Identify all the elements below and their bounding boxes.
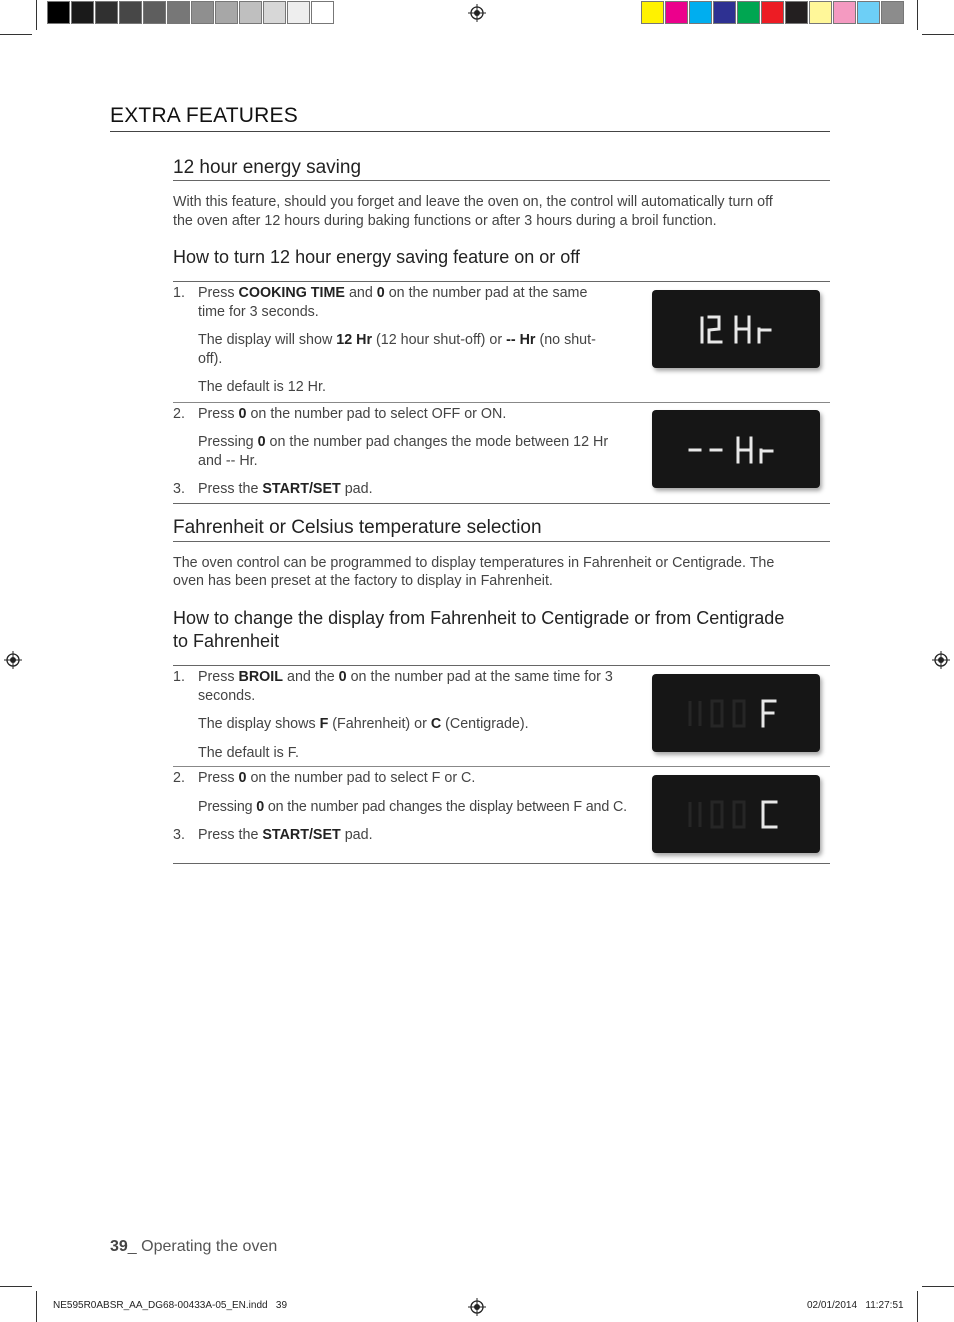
file-slug: NE595R0ABSR_AA_DG68-00433A-05_EN.indd 39 [53, 1300, 288, 1311]
crop-mark [917, 1291, 918, 1322]
chapter-label: _ Operating the oven [127, 1238, 278, 1255]
energy-intro-line: the oven after 12 hours during baking functions or after 3 hours during a broil function. [173, 213, 717, 229]
table-rule [173, 281, 830, 282]
step-text: (12 hour shut-off) or [372, 332, 507, 348]
oven-display-fahrenheit [652, 674, 820, 752]
color-swatch [713, 1, 736, 24]
step-text: Press [198, 406, 239, 422]
start-set-key-label: START/SET [262, 481, 341, 497]
color-swatch [239, 1, 262, 24]
heading-line: How to change the display from Fahrenheit to Centigrade or from Centigrade [173, 608, 785, 628]
color-swatch [143, 1, 166, 24]
step-text: and -- Hr. [198, 453, 258, 469]
color-swatch [833, 1, 856, 24]
temp-howto-heading [173, 607, 784, 653]
color-swatch [881, 1, 904, 24]
temp-heading-rule [173, 541, 830, 542]
display-value-label: -- Hr [506, 332, 536, 348]
crop-mark [922, 34, 954, 35]
zero-key-label: 0 [256, 799, 265, 815]
step-number: 1. [173, 669, 185, 685]
table-rule [173, 863, 830, 864]
step-text: The display will show [198, 332, 337, 348]
energy-intro-line: With this feature, should you forget and leave the oven on, the control will automatically turn off [173, 194, 773, 210]
cooking-time-key-label: COOKING TIME [238, 285, 345, 301]
registration-mark-icon [4, 651, 22, 669]
temperature-unit-heading: Fahrenheit or Celsius temperature selection [173, 517, 542, 538]
color-swatch [119, 1, 142, 24]
seven-segment-readout [652, 410, 820, 488]
oven-display-12hr [652, 290, 820, 368]
step-text: (Fahrenheit) or [328, 716, 431, 732]
color-swatch [191, 1, 214, 24]
crop-mark [36, 0, 37, 30]
color-swatch [95, 1, 118, 24]
step-text: on the number pad at the same time for 3 [346, 669, 613, 685]
temp-intro-line: oven has been preset at the factory to display in Fahrenheit. [173, 573, 553, 589]
color-swatch [665, 1, 688, 24]
page-number: 39 [110, 1238, 128, 1255]
table-rule [173, 503, 830, 504]
step-text: on the number pad changes the mode between 12 Hr [265, 434, 609, 450]
step-text: on the number pad changes the display between F and C. [264, 799, 627, 815]
step-text: on the number pad to select OFF or ON. [246, 406, 507, 422]
table-rule [173, 766, 830, 767]
step-text: seconds. [198, 688, 256, 704]
table-rule [173, 665, 830, 666]
energy-heading-rule [173, 180, 830, 181]
step-text: on the number pad to select F or C. [246, 770, 476, 786]
crop-mark [922, 1286, 954, 1287]
color-swatch [689, 1, 712, 24]
step-text: and [344, 285, 377, 301]
heading-line: to Fahrenheit [173, 631, 280, 651]
color-swatch [785, 1, 808, 24]
step-text: (Centigrade). [441, 716, 529, 732]
color-swatch [857, 1, 880, 24]
color-swatch [311, 1, 334, 24]
zero-key-label: 0 [257, 434, 266, 450]
crop-mark [0, 34, 32, 35]
color-swatch [215, 1, 238, 24]
step-text: Press [198, 285, 239, 301]
process-color-bar [641, 1, 905, 24]
step-text: pad. [340, 481, 373, 497]
color-swatch [47, 1, 70, 24]
color-swatch [809, 1, 832, 24]
color-swatch [167, 1, 190, 24]
color-swatch [71, 1, 94, 24]
step-text: pad. [340, 827, 373, 843]
seven-segment-readout [652, 290, 820, 368]
registration-mark-icon [468, 1298, 486, 1316]
zero-key-label: 0 [338, 669, 347, 685]
step-number: 3. [173, 481, 185, 497]
seven-segment-readout [652, 775, 820, 853]
table-rule [173, 402, 830, 403]
default-note: The default is F. [198, 745, 299, 761]
default-note: The default is 12 Hr. [198, 379, 326, 395]
crop-mark [36, 1291, 37, 1322]
step-text: Pressing [198, 434, 258, 450]
step-text: Pressing [198, 799, 257, 815]
section-title-rule [110, 131, 830, 132]
step-text: off). [198, 351, 223, 367]
step-number: 2. [173, 406, 185, 422]
color-swatch [761, 1, 784, 24]
display-value-label: C [430, 716, 442, 732]
oven-display-no-shutoff [652, 410, 820, 488]
registration-mark-icon [932, 651, 950, 669]
color-swatch [287, 1, 310, 24]
step-text: (no shut- [535, 332, 596, 348]
grayscale-color-bar [47, 1, 335, 24]
step-text: Press [198, 770, 239, 786]
step-text: The display shows [198, 716, 320, 732]
zero-key-label: 0 [238, 406, 247, 422]
step-text: Press the [198, 827, 263, 843]
page-footer [110, 1238, 277, 1256]
step-text: Press the [198, 481, 263, 497]
display-value-label: 12 Hr [336, 332, 373, 348]
color-swatch [641, 1, 664, 24]
start-set-key-label: START/SET [262, 827, 341, 843]
print-datetime: 02/01/2014 11:27:51 [807, 1300, 904, 1311]
display-value-label: F [319, 716, 329, 732]
color-swatch [737, 1, 760, 24]
crop-mark [0, 1286, 32, 1287]
energy-howto-heading: How to turn 12 hour energy saving feature on or off [173, 247, 580, 267]
color-swatch [263, 1, 286, 24]
broil-key-label: BROIL [238, 669, 284, 685]
step-number: 2. [173, 770, 185, 786]
step-text: on the number pad at the same [384, 285, 588, 301]
temp-intro-line: The oven control can be programmed to display temperatures in Fahrenheit or Centigrade. The [173, 555, 775, 571]
step-text: and the [283, 669, 339, 685]
step-number: 1. [173, 285, 185, 301]
registration-mark-icon [468, 4, 486, 22]
section-title: EXTRA FEATURES [110, 104, 298, 127]
oven-display-centigrade [652, 775, 820, 853]
step-number: 3. [173, 827, 185, 843]
seven-segment-readout [652, 674, 820, 752]
zero-key-label: 0 [238, 770, 247, 786]
crop-mark [917, 0, 918, 30]
step-text: time for 3 seconds. [198, 304, 319, 320]
zero-key-label: 0 [376, 285, 385, 301]
step-text: Press [198, 669, 239, 685]
energy-saving-heading: 12 hour energy saving [173, 157, 362, 178]
